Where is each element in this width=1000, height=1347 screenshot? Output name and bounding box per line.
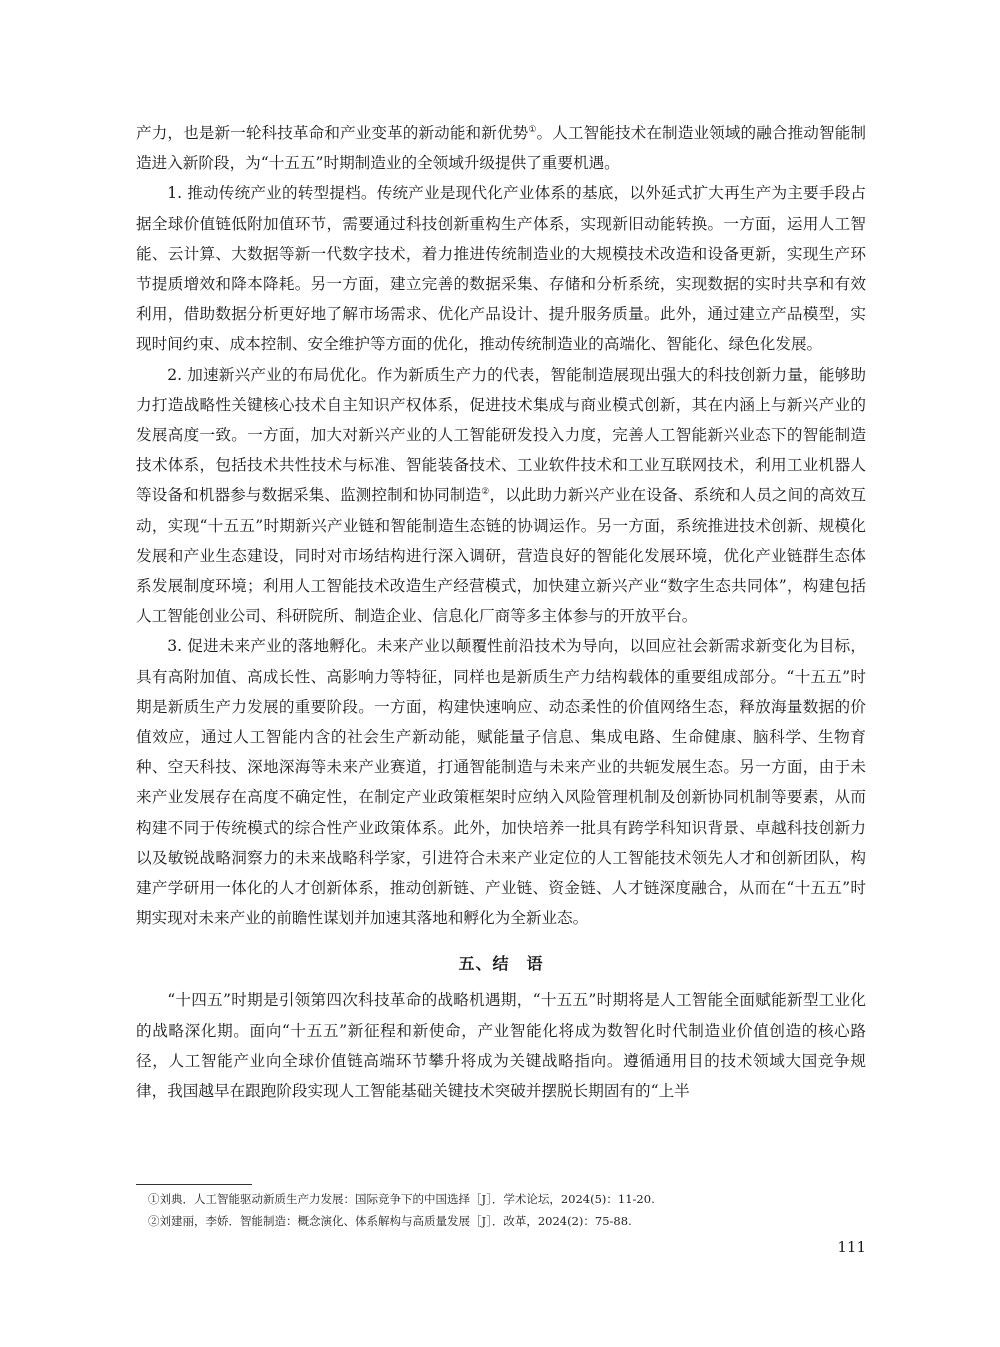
footnotes xyxy=(148,1188,866,1232)
paragraph-future-industry: 3. 促进未来产业的落地孵化。未来产业以颠覆性前沿技术为导向，以回应社会新需求新变化为目标，具有高附加值、高成长性、高影响力等特征，同样也是新质生产力结构载体的重要组成部分。“十五五”时期是新质生产力发展的重要阶段。一方面，构建快速响应、动态柔性的价值网络生态，释放海量数据的价值效应，通过人工智能内含的社会生产新动能，赋能量子信息、集成电路、生命健康、脑科学、生物育种、空天科技、深地深海等未来产业赛道，打通智能制造与未来产业的共轭发展生态。另一方面，由于未来产业发展存在高度不确定性，在制定产业政策框架时应纳入风险管理机制及创新协同机制等要素，从而构建不同于传统模式的综合性产业政策体系。此外，加快培养一批具有跨学科知识背景、卓越科技创新力以及敏锐战略洞察力的未来战略科学家，引进符合未来产业定位的人工智能技术领先人才和创新团队，构建产学研用一体化的人才创新体系，推动创新链、产业链、资金链、人才链深度融合，从而在“十五五”时期实现对未来产业的前瞻性谋划并加速其落地和孵化为全新业态。 xyxy=(136,637,866,928)
page-number: 111 xyxy=(837,1238,866,1256)
paragraph-emerging-industry: 2. 加速新兴产业的布局优化。作为新质生产力的代表，智能制造展现出强大的科技创新力量，能够助力打造战略性关键核心技术自主知识产权体系，促进技术集成与商业模式创新，其在内涵上与新兴产业的发展高度一致。一方面，加大对新兴产业的人工智能研发投入力度，完善人工智能新兴业态下的智能制造技术体系，包括技术共性技术与标准、智能装备技术、工业软件技术和工业互联网技术，利用工业机器人等设备和机器参与数据采集、监测控制和协同制造②，以此助力新兴产业在设备、系统和人员之间的高效互动，实现“十五五”时期新兴产业链和智能制造生态链的协调运作。另一方面，系统推进技术创新、规模化发展和产业生态建设，同时对市场结构进行深入调研，营造良好的智能化发展环境，优化产业链群生态体系发展制度环境；利用人工智能技术改造生产经营模式，加快建立新兴产业“数字生态共同体”，构建包括人工智能创业公司、科研院所、制造企业、信息化厂商等多主体参与的开放平台。 xyxy=(136,365,866,626)
paragraph-continued: 产力，也是新一轮科技革命和产业变革的新动能和新优势①。人工智能技术在制造业领域的融合推动智能制造进入新阶段，为“十五五”时期制造业的全领域升级提供了重要机遇。 xyxy=(136,124,866,173)
article-body xyxy=(136,118,866,1106)
footnote-ref-1[interactable]: ① xyxy=(528,124,537,135)
paragraph-traditional-industry: 1. 推动传统产业的转型提档。传统产业是现代化产业体系的基底，以外延式扩大再生产为主要手段占据全球价值链低附加值环节，需要通过科技创新重构生产体系，实现新旧动能转换。一方面，运用人工智能、云计算、大数据等新一代数字技术，着力推进传统制造业的大规模技术改造和设备更新，实现生产环节提质增效和降本降耗。另一方面，建立完善的数据采集、存储和分析系统，实现数据的实时共享和有效利用，借助数据分析更好地了解市场需求、优化产品设计、提升服务质量。此外，通过建立产品模型，实现时间约束、成本控制、安全维护等方面的优化，推动传统制造业的高端化、智能化、绿色化发展。 xyxy=(136,184,866,354)
footnote-ref-2[interactable]: ② xyxy=(481,487,490,498)
footnote-2: ②刘建丽，李娇．智能制造：概念演化、体系解构与高质量发展［J］．改革，2024(2)：75-88. xyxy=(148,1214,632,1228)
footnote-1: ①刘典．人工智能驱动新质生产力发展：国际竞争下的中国选择［J］．学术论坛，2024(5)：11-20. xyxy=(148,1192,655,1206)
paragraph-conclusion: “十四五”时期是引领第四次科技革命的战略机遇期，“十五五”时期将是人工智能全面赋能新型工业化的战略深化期。面向“十五五”新征程和新使命，产业智能化将成为数智化时代制造业价值创造的核心路径，人工智能产业向全球价值链高端环节攀升将成为关键战略指向。遵循通用目的技术领域大国竞争规律，我国越早在跟跑阶段实现人工智能基础关键技术突破并摆脱长期固有的“上半 xyxy=(136,991,866,1101)
section-heading-conclusion: 五、结 语 xyxy=(458,954,544,974)
footnote-divider xyxy=(136,1184,252,1185)
